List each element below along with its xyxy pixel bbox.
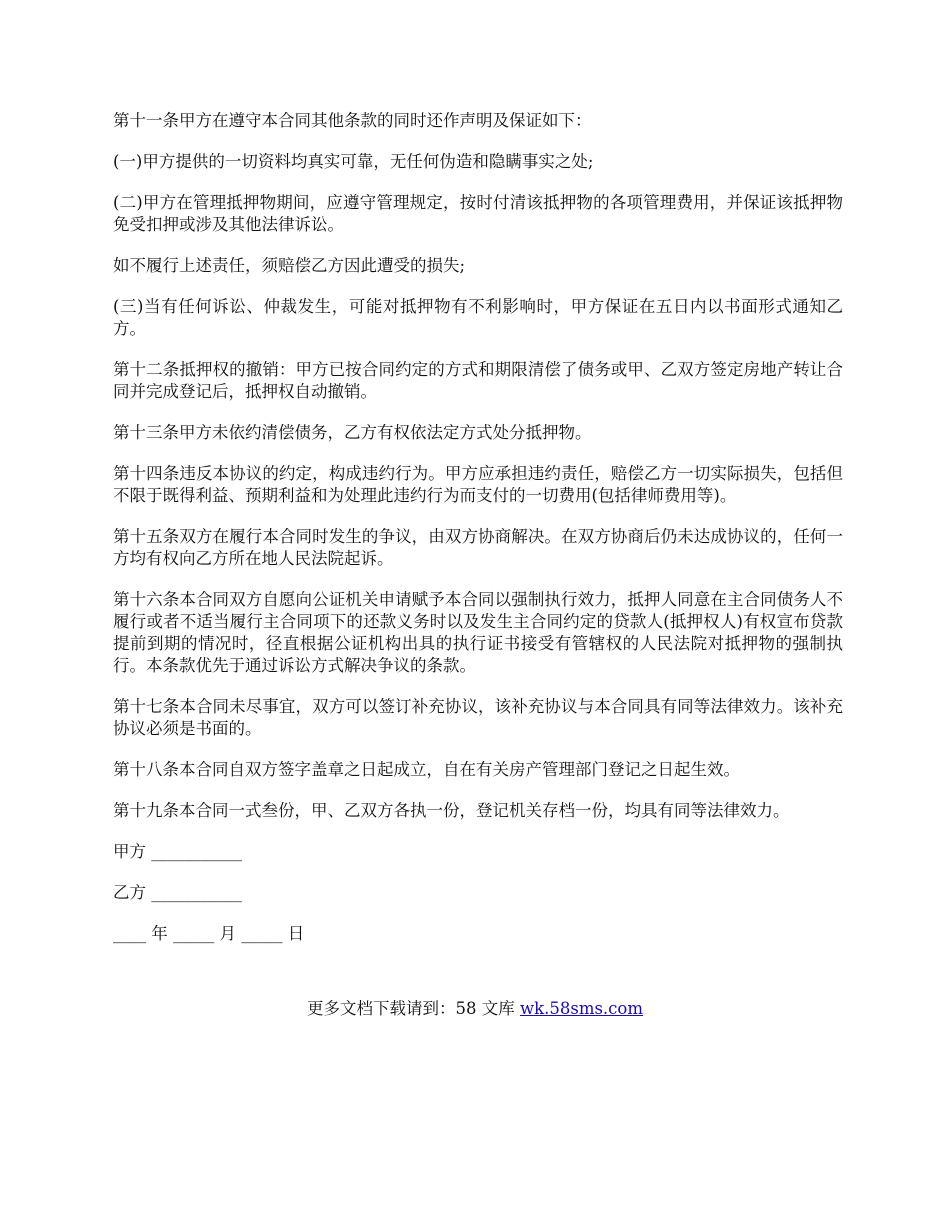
article-11-item-1: (一)甲方提供的一切资料均真实可靠，无任何伪造和隐瞒事实之处; — [113, 152, 594, 171]
article-12: 第十二条抵押权的撤销：甲方已按合同约定的方式和期限清偿了债务或甲、乙双方签定房地产转让合同并完成登记后，抵押权自动撤销。 — [113, 360, 843, 401]
article-11-item-2: (二)甲方在管理抵押物期间，应遵守管理规定，按时付清该抵押物的各项管理费用，并保证该抵押物免受扣押或涉及其他法律诉讼。 — [113, 193, 843, 234]
party-a-signature: 甲方 ___________ — [113, 842, 242, 861]
footer-link[interactable]: wk.58sms.com — [519, 999, 643, 1018]
article-19: 第十九条本合同一式叁份，甲、乙双方各执一份，登记机关存档一份，均具有同等法律效力。 — [113, 801, 790, 820]
document-body — [113, 110, 843, 964]
article-18: 第十八条本合同自双方签字盖章之日起成立，自在有关房产管理部门登记之日起生效。 — [113, 760, 740, 779]
article-11-liability: 如不履行上述责任，须赔偿乙方因此遭受的损失; — [113, 256, 466, 275]
date-line: ____ 年 _____ 月 _____ 日 — [113, 924, 305, 943]
article-11-item-3: (三)当有任何诉讼、仲裁发生，可能对抵押物有不利影响时，甲方保证在五日内以书面形式通知乙方。 — [113, 297, 843, 338]
article-11: 第十一条甲方在遵守本合同其他条款的同时还作声明及保证如下： — [113, 111, 592, 130]
article-17: 第十七条本合同未尽事宜，双方可以签订补充协议，该补充协议与本合同具有同等法律效力。该补充协议必须是书面的。 — [113, 697, 843, 738]
article-15: 第十五条双方在履行本合同时发生的争议，由双方协商解决。在双方协商后仍未达成协议的，任何一方均有权向乙方所在地人民法院起诉。 — [113, 527, 843, 568]
article-16: 第十六条本合同双方自愿向公证机关申请赋予本合同以强制执行效力，抵押人同意在主合同债务人不履行或者不适当履行主合同项下的还款义务时以及发生主合同约定的贷款人(抵押权人)有权宣布贷款提前到期的情况时，径直根据公证机构出具的执行证书接受有管辖权的人民法院对抵押物的强制执行。本条款优先于通过诉讼方式解决争议的条款。 — [113, 590, 843, 675]
article-13: 第十三条甲方未依约清偿债务，乙方有权依法定方式处分抵押物。 — [113, 423, 592, 442]
footer-text: 更多文档下载请到：58 文库 — [306, 999, 520, 1018]
party-b-signature: 乙方 ___________ — [113, 883, 242, 902]
footer — [0, 998, 950, 1020]
article-14: 第十四条违反本协议的约定，构成违约行为。甲方应承担违约责任，赔偿乙方一切实际损失，包括但不限于既得利益、预期利益和为处理此违约行为而支付的一切费用(包括律师费用等)。 — [113, 464, 843, 505]
